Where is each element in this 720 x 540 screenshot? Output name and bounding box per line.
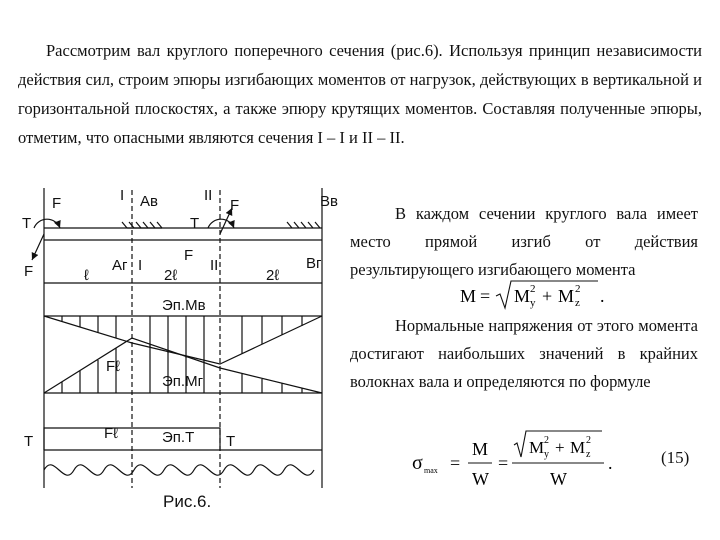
f2-s1: y bbox=[544, 449, 549, 460]
formula-normal-stress bbox=[410, 425, 630, 495]
label-sec2-bot: II bbox=[210, 257, 219, 274]
label-f-left: F bbox=[24, 263, 34, 280]
f1-sub1: y bbox=[530, 297, 536, 309]
label-fl-2: Fℓ bbox=[104, 425, 119, 442]
label-l3: 2ℓ bbox=[266, 267, 280, 284]
f2-eq1: = bbox=[450, 453, 461, 473]
label-sec1-top: I bbox=[120, 188, 125, 204]
label-b-v: Bв bbox=[320, 193, 338, 210]
f1-end: . bbox=[600, 286, 605, 306]
label-a-v: Aв bbox=[140, 193, 158, 210]
right-text-1 bbox=[350, 200, 698, 284]
f2-t1: M bbox=[529, 438, 545, 457]
label-t-bot-left: T bbox=[24, 433, 34, 450]
f2-num1: M bbox=[472, 439, 489, 459]
label-sec1-bot: I bbox=[138, 257, 143, 274]
label-f-mid: F bbox=[230, 197, 240, 214]
label-ep-t: Эп.T bbox=[162, 429, 195, 446]
torque-mid-arc bbox=[208, 219, 234, 228]
f2-e1: 2 bbox=[544, 435, 549, 446]
label-f-top: F bbox=[52, 195, 62, 212]
label-l1: ℓ bbox=[84, 267, 89, 284]
f1-sub2: z bbox=[575, 297, 580, 309]
f2-eq2: = bbox=[498, 453, 509, 473]
f1-term1: M bbox=[514, 286, 531, 306]
formula-resultant-moment bbox=[458, 278, 608, 312]
torque-left-arc bbox=[34, 219, 60, 228]
intro-paragraph: Рассмотрим вал круглого поперечного сечения (рис.6). Используя принцип независимости действия сил, строим эпюры изгибающих моментов от нагрузок, действующих в вертикальной и горизонтальной плоскостях, а также эпюру крутящих моментов. Составляя полученные эпюры, отметим, что опасными являются сечения I – I и II – II. bbox=[18, 41, 702, 147]
f1-eq: = bbox=[480, 286, 491, 306]
equation-number: (15) bbox=[661, 448, 690, 467]
f1-exp1: 2 bbox=[530, 283, 536, 295]
f2-sub: max bbox=[424, 466, 438, 475]
label-ep-mv: Эп.Mв bbox=[162, 297, 206, 314]
f1-exp2: 2 bbox=[575, 283, 581, 295]
f2-plus: + bbox=[555, 438, 565, 457]
label-f-low: F bbox=[184, 247, 194, 264]
right-paragraph-1: В каждом сечении круглого вала имеет место прямой изгиб от действия результирующего изгибающего момента bbox=[350, 204, 698, 279]
label-t-bot-mid: T bbox=[226, 433, 236, 450]
t-coil bbox=[44, 465, 314, 475]
f1-plus: + bbox=[542, 286, 553, 306]
f2-den2: W bbox=[550, 469, 567, 489]
figure-caption: Рис.6. bbox=[163, 492, 212, 511]
label-t-mid: T bbox=[190, 215, 200, 232]
intro-text bbox=[18, 36, 702, 152]
label-t-left: T bbox=[22, 215, 32, 232]
support-a-hatch bbox=[122, 222, 162, 228]
f1-term2: M bbox=[558, 286, 575, 306]
support-b-hatch bbox=[287, 222, 320, 228]
label-a-g: Aг bbox=[112, 257, 128, 274]
f2-end: . bbox=[608, 453, 613, 473]
label-sec2-top: II bbox=[204, 188, 213, 204]
f2-den1: W bbox=[472, 469, 489, 489]
figure-shaft-diagram bbox=[22, 188, 342, 518]
f2-s2: z bbox=[586, 449, 591, 460]
f1-lhs: M bbox=[460, 286, 477, 306]
mv-curve bbox=[44, 316, 322, 364]
f2-sigma: σ bbox=[412, 452, 423, 474]
right-paragraph-2: Нормальные напряжения от этого момента достигают наибольших значений в крайних волокнах вала и определяются по формуле bbox=[350, 316, 698, 391]
label-l2: 2ℓ bbox=[164, 267, 178, 284]
label-ep-mg: Эп.Mг bbox=[162, 373, 204, 390]
f2-e2: 2 bbox=[586, 435, 591, 446]
f2-t2: M bbox=[570, 438, 586, 457]
label-fl-1: Fℓ bbox=[106, 358, 121, 375]
label-b-g: Bг bbox=[306, 255, 322, 272]
force-left-arrow bbox=[32, 234, 44, 260]
right-text-2 bbox=[350, 312, 698, 396]
